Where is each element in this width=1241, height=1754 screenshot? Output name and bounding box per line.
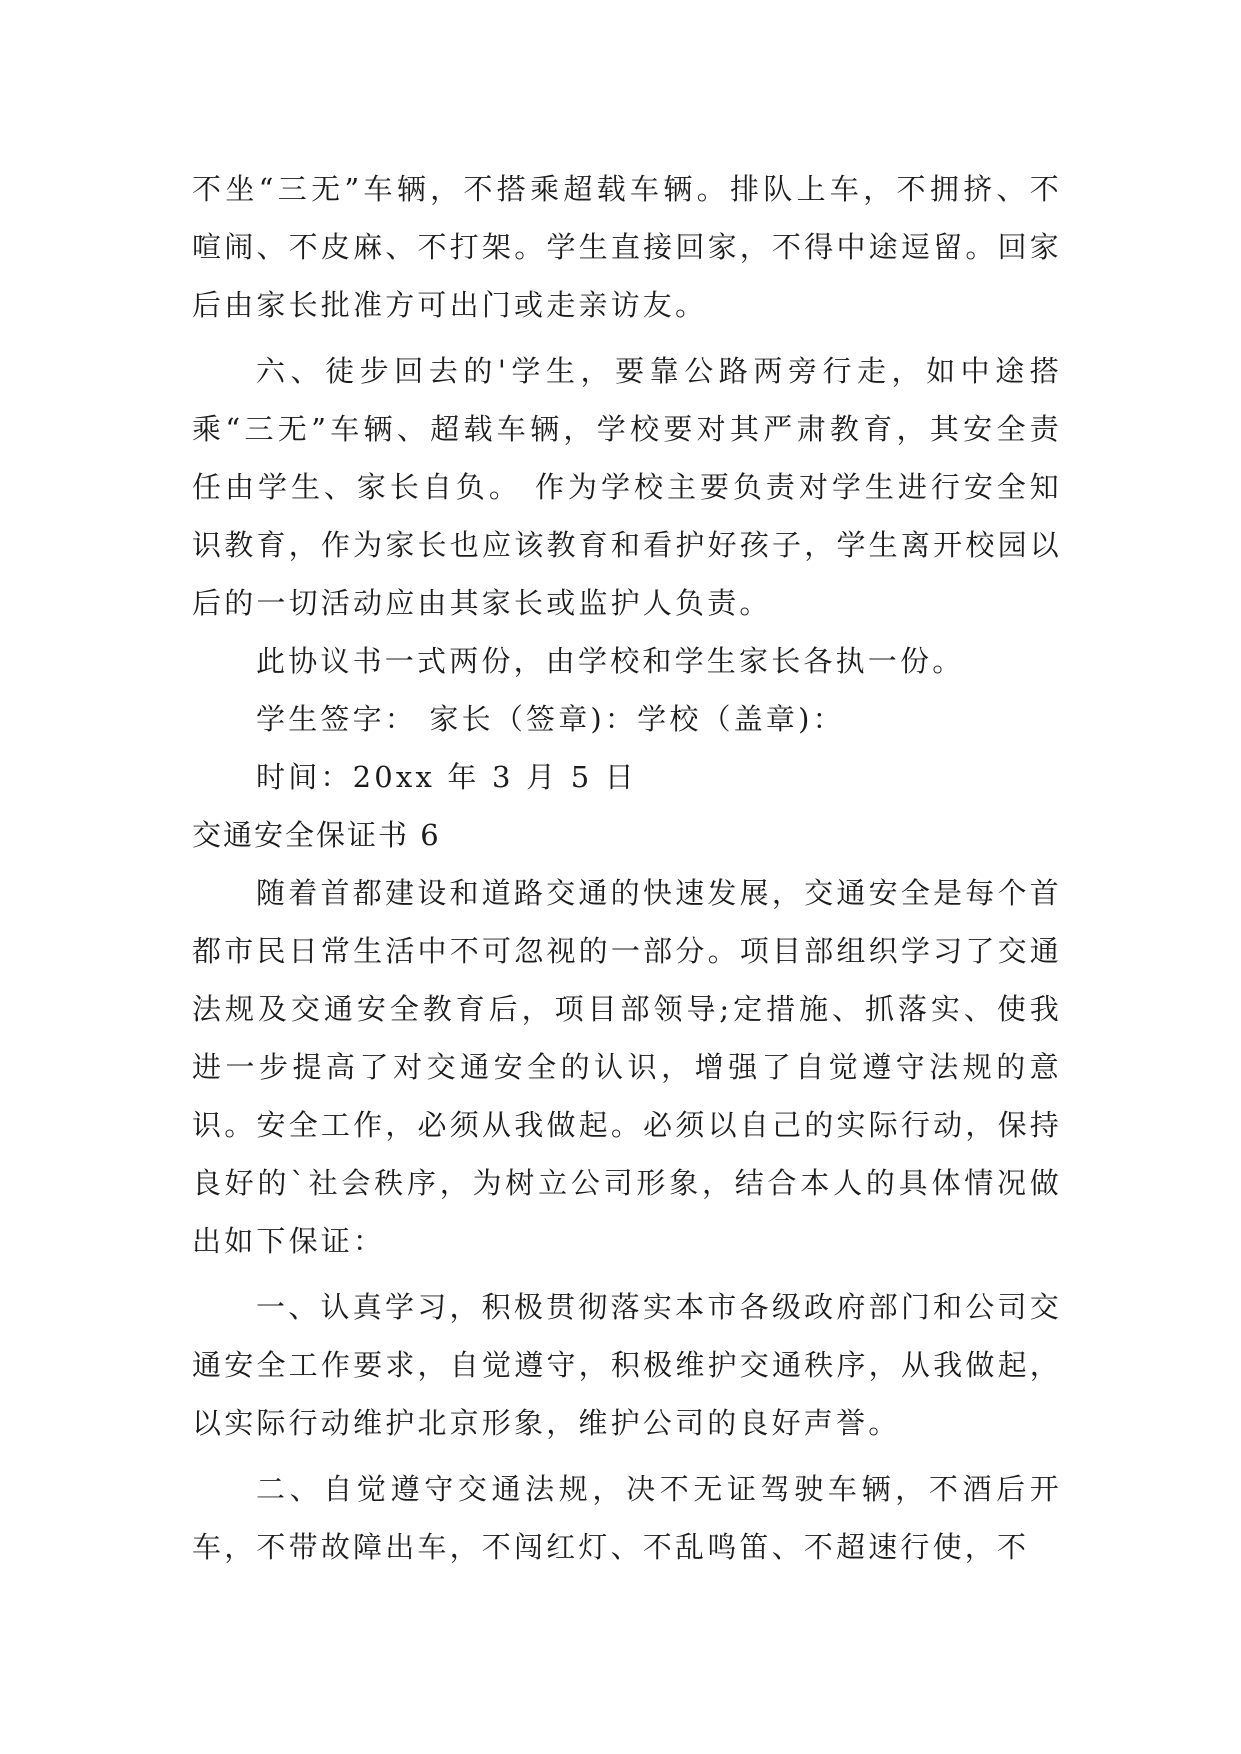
document-body <box>192 160 1062 1576</box>
signature-line: 学生签字： 家长（签章)：学校（盖章)： <box>256 702 845 736</box>
paragraph-intro: 随着首都建设和道路交通的快速发展，交通安全是每个首都市民日常生活中不可忽视的一部分。项目部组织学习了交通法规及交通安全教育后，项目部领导;定措施、抓落实、使我进一步提高了对交通安全的认识，增强了自觉遵守法规的意识。安全工作，必须从我做起。必须以自己的实际行动，保持良好的`社会秩序，为树立公司形象，结合本人的具体情况做出如下保证： <box>192 876 1062 1258</box>
date-line: 时间：20xx 年 3 月 5 日 <box>256 760 638 794</box>
paragraph-item-two: 二、自觉遵守交通法规，决不无证驾驶车辆，不酒后开车，不带故障出车，不闯红灯、不乱鸣笛、不超速行使，不 <box>192 1472 1062 1564</box>
paragraph-copies: 此协议书一式两份，由学校和学生家长各执一份。 <box>256 644 965 678</box>
section-title: 交通安全保证书 6 <box>192 818 441 852</box>
paragraph-item-one: 一、认真学习，积极贯彻落实本市各级政府部门和公司交通安全工作要求，自觉遵守，积极维护交通秩序，从我做起，以实际行动维护北京形象，维护公司的良好声誉。 <box>192 1290 1062 1440</box>
paragraph-item-six: 六、徒步回去的'学生，要靠公路两旁行走，如中途搭乘“三无”车辆、超载车辆，学校要对其严肃教育，其安全责任由学生、家长自负。 作为学校主要负责对学生进行安全知识教育，作为家长也应该教育和看护好孩子，学生离开校园以后的一切活动应由其家长或监护人负责。 <box>192 354 1062 620</box>
paragraph-continuation: 不坐“三无”车辆，不搭乘超载车辆。排队上车，不拥挤、不喧闹、不皮麻、不打架。学生直接回家，不得中途逗留。回家后由家长批准方可出门或走亲访友。 <box>192 172 1062 322</box>
